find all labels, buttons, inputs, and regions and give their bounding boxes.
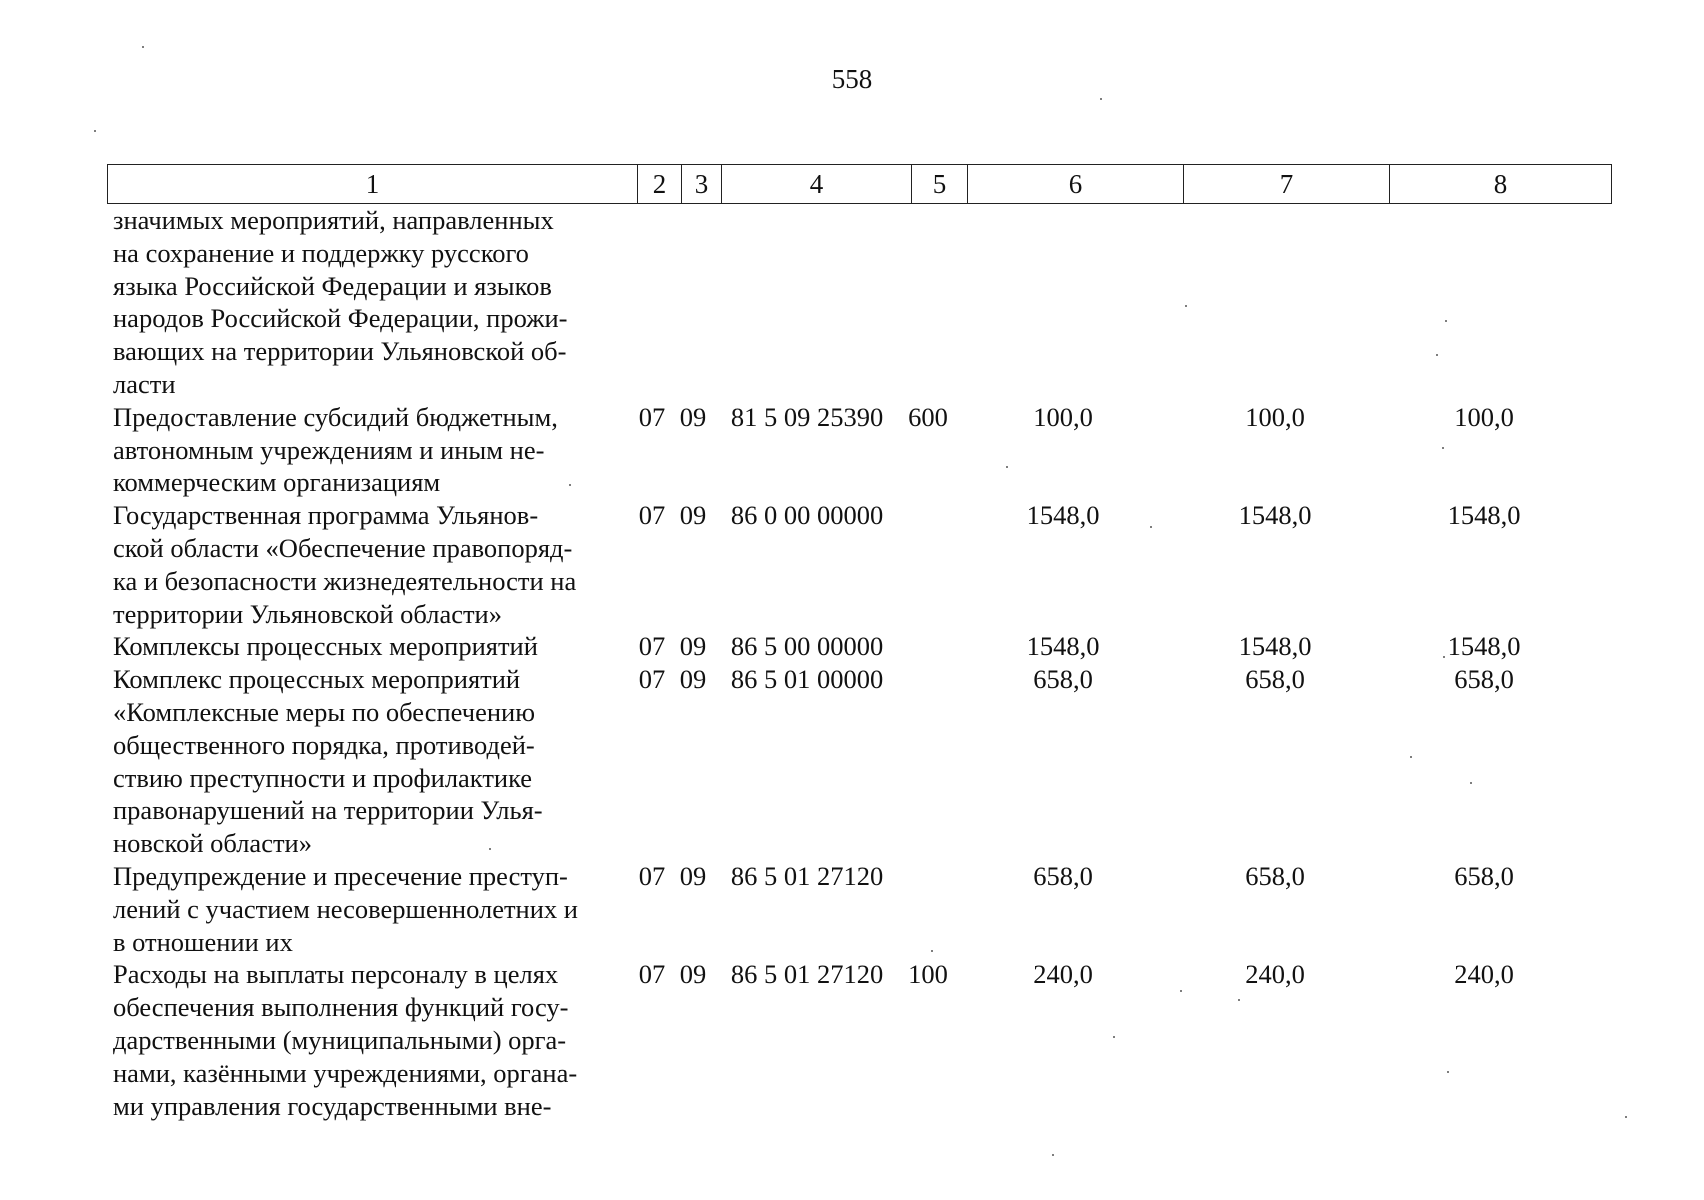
row-description-line: на сохранение и поддержку русского	[113, 237, 529, 268]
table-row	[113, 499, 1613, 630]
row-description	[113, 663, 631, 860]
section-code: 07	[638, 860, 666, 891]
amount-col-6: 658,0	[1033, 664, 1093, 695]
row-description-line: Комплексы процессных мероприятий	[113, 631, 538, 662]
row-description-line: значимых мероприятий, направленных	[113, 205, 554, 235]
section-code	[631, 204, 673, 401]
row-description-line: народов Российской Федерации, прожи-	[113, 303, 568, 334]
amount-col-6	[955, 204, 1171, 401]
amount-col-8: 100,0	[1454, 401, 1514, 432]
row-description-line: нами, казёнными учреждениями, органа-	[113, 1057, 578, 1088]
table-body	[113, 204, 1613, 1122]
row-description-line: Предоставление субсидий бюджетным,	[113, 401, 558, 432]
table-row	[113, 630, 1613, 663]
amount-col-7: 1548,0	[1238, 500, 1312, 531]
amount-col-7: 1548,0	[1238, 631, 1312, 662]
column-header-6: 6	[968, 165, 1184, 204]
column-header-7: 7	[1184, 165, 1390, 204]
column-header-8: 8	[1390, 165, 1612, 204]
amount-col-8: 658,0	[1454, 860, 1514, 891]
expense-type-code	[901, 663, 955, 860]
amount-col-8: 1548,0	[1447, 631, 1521, 662]
column-header-1: 1	[108, 165, 638, 204]
section-code: 07	[638, 401, 666, 432]
amount-col-8: 1548,0	[1447, 500, 1521, 531]
subsection-code	[673, 204, 713, 401]
row-description-line: дарственными (муниципальными) орга-	[113, 1024, 567, 1055]
row-description-line: Предупреждение и пресечение преступ-	[113, 860, 568, 891]
table-row	[113, 204, 1613, 401]
subsection-code: 09	[679, 860, 707, 891]
subsection-code: 09	[679, 664, 707, 695]
table-row	[113, 860, 1613, 958]
row-description-line: вающих на территории Ульяновской об-	[113, 336, 567, 367]
expense-type-code: 100	[908, 959, 948, 990]
amount-col-6: 1548,0	[1026, 631, 1100, 662]
target-article-code: 86 0 00 00000	[730, 500, 884, 531]
row-description	[113, 204, 631, 401]
table-header	[107, 164, 1612, 204]
section-code: 07	[638, 664, 666, 695]
row-description-line: правонарушений на территории Улья-	[113, 795, 543, 826]
expense-type-code	[901, 499, 955, 630]
column-header-3: 3	[682, 165, 722, 204]
expense-type-code	[901, 630, 955, 663]
target-article-code: 86 5 01 27120	[730, 860, 884, 891]
row-description-line: территории Ульяновской области»	[113, 598, 502, 629]
row-description	[113, 860, 631, 958]
target-article-code: 81 5 09 25390	[730, 401, 884, 432]
row-description-line: ми управления государственными вне-	[113, 1090, 552, 1121]
row-description-line: «Комплексные меры по обеспечению	[113, 696, 536, 727]
amount-col-8	[1379, 204, 1589, 401]
amount-col-7: 100,0	[1245, 401, 1305, 432]
row-description	[113, 958, 631, 1122]
expense-type-code: 600	[908, 401, 948, 432]
column-header-2: 2	[638, 165, 682, 204]
amount-col-6: 100,0	[1033, 401, 1093, 432]
amount-col-7: 658,0	[1245, 664, 1305, 695]
row-description-line: ласти	[113, 368, 176, 399]
row-description-line: новской области»	[113, 828, 312, 859]
column-header-5: 5	[912, 165, 968, 204]
amount-col-6: 240,0	[1033, 959, 1093, 990]
table-row	[113, 663, 1613, 860]
row-description-line: Государственная программа Ульянов-	[113, 500, 539, 531]
section-code: 07	[638, 959, 666, 990]
amount-col-7: 240,0	[1245, 959, 1305, 990]
section-code: 07	[638, 631, 666, 662]
subsection-code: 09	[679, 500, 707, 531]
row-description-line: ствию преступности и профилактике	[113, 762, 533, 793]
subsection-code: 09	[679, 631, 707, 662]
row-description-line: лений с участием несовершеннолетних и	[113, 893, 578, 924]
amount-col-6: 658,0	[1033, 860, 1093, 891]
row-description-line: коммерческим организациям	[113, 467, 441, 498]
expense-type-code	[901, 204, 955, 401]
row-description-line: ка и безопасности жизнедеятельности на	[113, 565, 577, 596]
row-description-line: общественного порядка, противодей-	[113, 729, 535, 760]
row-description	[113, 499, 631, 630]
table-row	[113, 958, 1613, 1122]
amount-col-8: 240,0	[1454, 959, 1514, 990]
amount-col-7	[1171, 204, 1379, 401]
row-description-line: Расходы на выплаты персоналу в целях	[113, 959, 559, 990]
row-description-line: ской области «Обеспечение правопоряд-	[113, 532, 573, 563]
target-article-code: 86 5 00 00000	[730, 631, 884, 662]
page-number: 558	[831, 64, 873, 94]
subsection-code: 09	[679, 401, 707, 432]
section-code: 07	[638, 500, 666, 531]
row-description	[113, 401, 631, 499]
column-header-4: 4	[722, 165, 912, 204]
amount-col-6: 1548,0	[1026, 500, 1100, 531]
amount-col-7: 658,0	[1245, 860, 1305, 891]
target-article-code: 86 5 01 27120	[730, 959, 884, 990]
target-article-code: 86 5 01 00000	[730, 664, 884, 695]
row-description-line: в отношении их	[113, 926, 293, 957]
row-description	[113, 630, 631, 663]
row-description-line: Комплекс процессных мероприятий	[113, 664, 521, 695]
row-description-line: обеспечения выполнения функций госу-	[113, 992, 569, 1023]
subsection-code: 09	[679, 959, 707, 990]
table-row	[113, 401, 1613, 499]
target-article-code	[713, 204, 901, 401]
amount-col-8: 658,0	[1454, 664, 1514, 695]
expense-type-code	[901, 860, 955, 958]
row-description-line: языка Российской Федерации и языков	[113, 270, 552, 301]
row-description-line: автономным учреждениям и иным не-	[113, 434, 545, 465]
